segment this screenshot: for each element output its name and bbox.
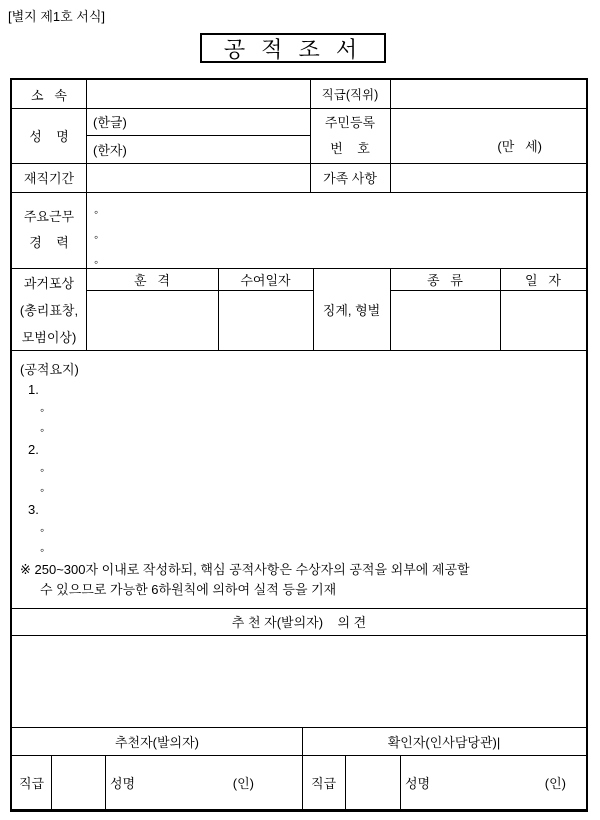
age-hint-label: (만 세): [497, 139, 542, 154]
resident-number-input-cell[interactable]: [390, 108, 586, 163]
merit-item-number: 2.: [28, 442, 39, 457]
family-label: 가족 사항: [323, 171, 377, 186]
confirmer-rank-input-cell[interactable]: [345, 755, 400, 809]
past-awards-label-line3: 모범이상): [21, 330, 77, 345]
recommender-rank-label: 직급: [18, 775, 45, 791]
career-label: [12, 192, 86, 268]
confirmer-rank-label: 직급: [310, 775, 337, 791]
recommender-rank-input-cell[interactable]: [51, 755, 105, 809]
award-grade-input-cell[interactable]: [86, 290, 218, 350]
merit-bullet: ◦: [40, 463, 45, 477]
recommender-name-sign-cell[interactable]: [105, 755, 302, 809]
merit-bullet: ◦: [40, 523, 45, 537]
past-awards-label: [12, 268, 86, 350]
merit-bullet: ◦: [40, 423, 45, 437]
discipline-label: 징계, 형벌: [322, 302, 381, 318]
merit-bullet: ◦: [40, 543, 45, 557]
award-date-input-cell[interactable]: [218, 290, 313, 350]
name-hanja-label: (한자): [93, 142, 127, 158]
recommender-opinion-header: 추 천 자(발의자) 의 견: [231, 615, 367, 630]
merit-item-number: 1.: [28, 382, 39, 397]
confirmer-seal-label: (인): [544, 775, 566, 791]
merit-summary-section[interactable]: [12, 350, 586, 608]
career-bullet: ◦: [94, 230, 99, 244]
discipline-type-input-cell[interactable]: [390, 290, 500, 350]
name-hangul-input-cell[interactable]: [86, 108, 310, 135]
recommender-opinion-input-cell[interactable]: [12, 635, 586, 727]
position-input-cell[interactable]: [390, 80, 586, 108]
confirmer-header: 확인자(인사담당관)|: [387, 734, 501, 750]
service-period-label: 재직기간: [23, 171, 75, 186]
recommender-name-label: 성명: [110, 775, 136, 791]
position-label: 직급(직위): [321, 88, 379, 102]
discipline-date-header: 일 자: [525, 272, 561, 288]
recommender-header: 추천자(발의자): [114, 734, 199, 750]
career-label-line2: 경 력: [29, 235, 69, 250]
career-label-line1: 주요근무: [23, 209, 75, 224]
name-label: 성 명: [29, 129, 69, 144]
award-date-header: 수여일자: [240, 272, 291, 288]
merit-note-line2: 수 있으므로 가능한 6하원칙에 의하여 실적 등을 기재: [40, 582, 337, 597]
career-bullet: ◦: [94, 255, 99, 269]
merit-note-line1: ※ 250~300자 이내로 작성하되, 핵심 공적사항은 수상자의 공적을 외부에 제공할: [20, 562, 470, 577]
confirmer-name-sign-cell[interactable]: [400, 755, 586, 809]
recommender-seal-label: (인): [232, 775, 254, 791]
discipline-type-header: 종 류: [427, 272, 463, 288]
family-input-cell[interactable]: [390, 163, 586, 192]
form-number-label: [별지 제1호 서식]: [8, 9, 106, 24]
merit-form-table: [10, 78, 588, 812]
affiliation-input-cell[interactable]: [86, 80, 310, 108]
discipline-date-input-cell[interactable]: [500, 290, 586, 350]
career-bullet: ◦: [94, 205, 99, 219]
affiliation-label: 소 속: [31, 87, 67, 103]
merit-bullet: ◦: [40, 403, 45, 417]
page-title: 공 적 조 서: [223, 36, 363, 62]
resident-number-label-line1: 주민등록: [324, 114, 376, 130]
past-awards-label-line2: (총리표창,: [19, 303, 79, 318]
past-awards-label-line1: 과거포상: [23, 276, 75, 291]
confirmer-name-label: 성명: [405, 775, 431, 791]
name-hanja-input-cell[interactable]: [86, 135, 310, 163]
form-title-box: [200, 33, 386, 63]
resident-number-label: [310, 108, 390, 163]
name-hangul-label: (한글): [93, 115, 127, 130]
award-grade-header: 훈 격: [134, 272, 170, 288]
resident-number-label-line2: 번 호: [330, 140, 370, 156]
career-input-cell[interactable]: [86, 192, 586, 268]
service-period-input-cell[interactable]: [86, 163, 310, 192]
merit-item-number: 3.: [28, 502, 39, 517]
merit-summary-heading: (공적요지): [20, 362, 79, 377]
merit-bullet: ◦: [40, 483, 45, 497]
